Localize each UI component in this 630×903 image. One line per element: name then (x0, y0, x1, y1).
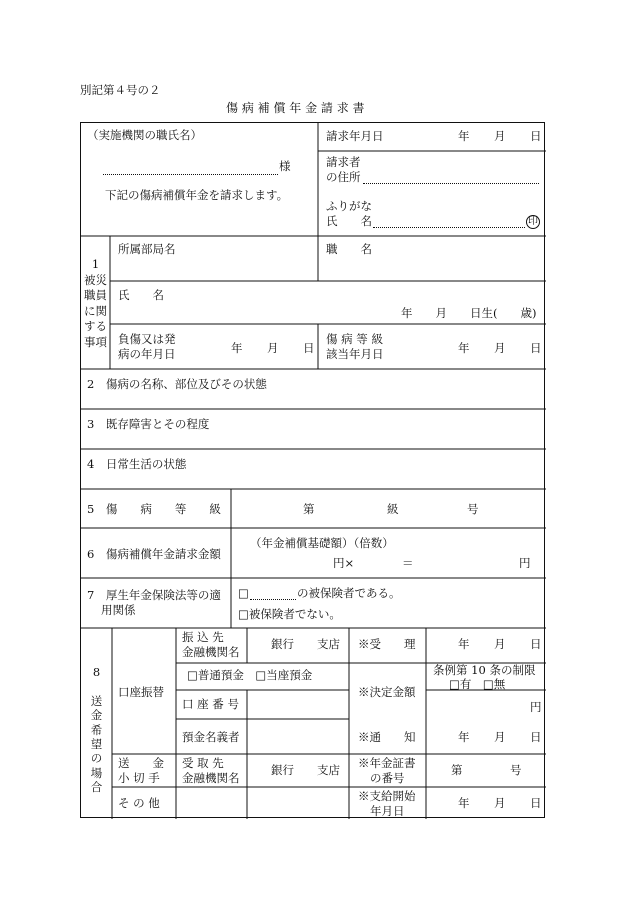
injury-date-label-2: 病の年月日 (118, 347, 176, 361)
injury-date-label-1: 負傷又は発 (118, 332, 176, 346)
claimant-name-label: 氏 名 (326, 214, 372, 228)
account-number-label: 口 座 番 号 (182, 697, 239, 711)
grade-go: 号 (467, 502, 479, 516)
insured-checkbox[interactable]: □ (238, 586, 249, 600)
section2-label: 2 傷病の名称、部位及びその状態 (87, 377, 267, 391)
pay-start-label-2: 年月日 (370, 804, 405, 818)
injury-month: 月 (267, 341, 279, 355)
grade-month: 月 (494, 341, 506, 355)
received-year: 年 (458, 637, 470, 651)
section4-label: 4 日常生活の状態 (87, 457, 187, 471)
transfer-bank-text: 銀行 支店 (271, 637, 340, 651)
request-date-label: 請求年月日 (326, 129, 384, 143)
cert-label-1: ※年金証書 (358, 756, 416, 770)
grade-year: 年 (458, 341, 470, 355)
request-date-year: 年 (458, 129, 470, 143)
form-number: 別記第４号の２ (80, 83, 161, 97)
deposit-type-options[interactable]: □普通預金 □当座預金 (187, 668, 313, 682)
other-label: そ の 他 (118, 796, 160, 810)
section7-label-1: 7 厚生年金保険法等の適 (87, 588, 221, 602)
section8-side-label: 8 送 金 希 望 の 場 合 (90, 665, 103, 794)
base-amount-label: （年金補償基礎額）（倍数） (250, 536, 394, 550)
cert-go: 号 (510, 763, 522, 777)
notice-month: 月 (494, 730, 506, 744)
remit-label-1: 送 金 (118, 756, 164, 770)
yen-times: 円× (333, 556, 355, 570)
form-title: 傷 病 補 償 年 金 請 求 書 (226, 101, 365, 115)
account-transfer-label: 口座振替 (118, 685, 164, 699)
section1-side-label: 1 被災 職員 に関 する 事項 (84, 257, 107, 349)
section6-label: 6 傷病補償年金請求金額 (87, 547, 221, 561)
article10-options[interactable]: □有 □無 (449, 677, 506, 691)
notice-day: 日 (530, 730, 542, 744)
pay-start-day: 日 (530, 796, 542, 810)
grade-kyu: 級 (387, 502, 399, 516)
section5-label: 5 傷 病 等 級 (87, 502, 221, 516)
claimant-address-field[interactable] (363, 170, 539, 184)
claimant-label-2: の住所 (326, 170, 361, 184)
section3-label: 3 既存障害とその程度 (87, 417, 210, 431)
claimant-label-1: 請求者 (326, 155, 361, 169)
request-date-month: 月 (494, 129, 506, 143)
pay-start-year: 年 (458, 796, 470, 810)
pay-start-month: 月 (494, 796, 506, 810)
recv-bank-label-1: 受 取 先 (182, 756, 224, 770)
honorific: 様 (279, 159, 291, 173)
birth-date-text: 年 月 日生( 歳) (401, 306, 537, 320)
recv-bank-text: 銀行 支店 (271, 763, 340, 777)
cert-label-2: の番号 (370, 771, 405, 785)
grade-date-label-1: 傷 病 等 級 (326, 332, 383, 346)
dept-label: 所属部局名 (118, 242, 176, 256)
section7-label-2: 用関係 (101, 603, 136, 617)
transfer-bank-label-2: 金融機関名 (182, 645, 240, 659)
article10-label: 条例第 10 条の制限 (433, 663, 536, 677)
employee-name-label: 氏 名 (118, 288, 164, 302)
form-table (80, 122, 545, 818)
equals-sign: ＝ (402, 556, 414, 570)
account-holder-label: 預金名義者 (182, 730, 240, 744)
notice-year: 年 (458, 730, 470, 744)
claim-yen: 円 (519, 556, 531, 570)
decided-yen: 円 (530, 700, 542, 714)
not-insured-option[interactable]: □被保険者でない。 (238, 607, 341, 621)
request-date-day: 日 (530, 129, 542, 143)
injury-day: 日 (303, 341, 315, 355)
claimant-name-field[interactable] (373, 214, 525, 228)
injury-year: 年 (231, 341, 243, 355)
cert-dai: 第 (451, 763, 463, 777)
insured-option: の被保険者である。 (297, 586, 401, 600)
pay-start-label-1: ※支給開始 (358, 789, 416, 803)
grade-day: 日 (530, 341, 542, 355)
position-label: 職 名 (326, 242, 372, 256)
received-label: ※受 理 (358, 637, 416, 651)
furigana-label: ふりがな (326, 199, 372, 213)
request-text: 下記の傷病補償年金を請求します。 (105, 188, 289, 202)
decided-amount-label: ※決定金額 (358, 685, 416, 699)
received-day: 日 (530, 637, 542, 651)
grade-dai: 第 (303, 502, 315, 516)
institution-label: （実施機関の職氏名） (87, 128, 202, 142)
received-month: 月 (494, 637, 506, 651)
transfer-bank-label-1: 振 込 先 (182, 630, 224, 644)
notice-label: ※通 知 (358, 730, 416, 744)
recv-bank-label-2: 金融機関名 (182, 771, 240, 785)
insurance-name-field[interactable] (250, 587, 296, 600)
grade-date-label-2: 該当年月日 (326, 347, 384, 361)
seal-mark: 印 (528, 216, 538, 227)
remit-label-2: 小 切 手 (118, 771, 160, 785)
institution-name-field[interactable] (103, 161, 278, 175)
